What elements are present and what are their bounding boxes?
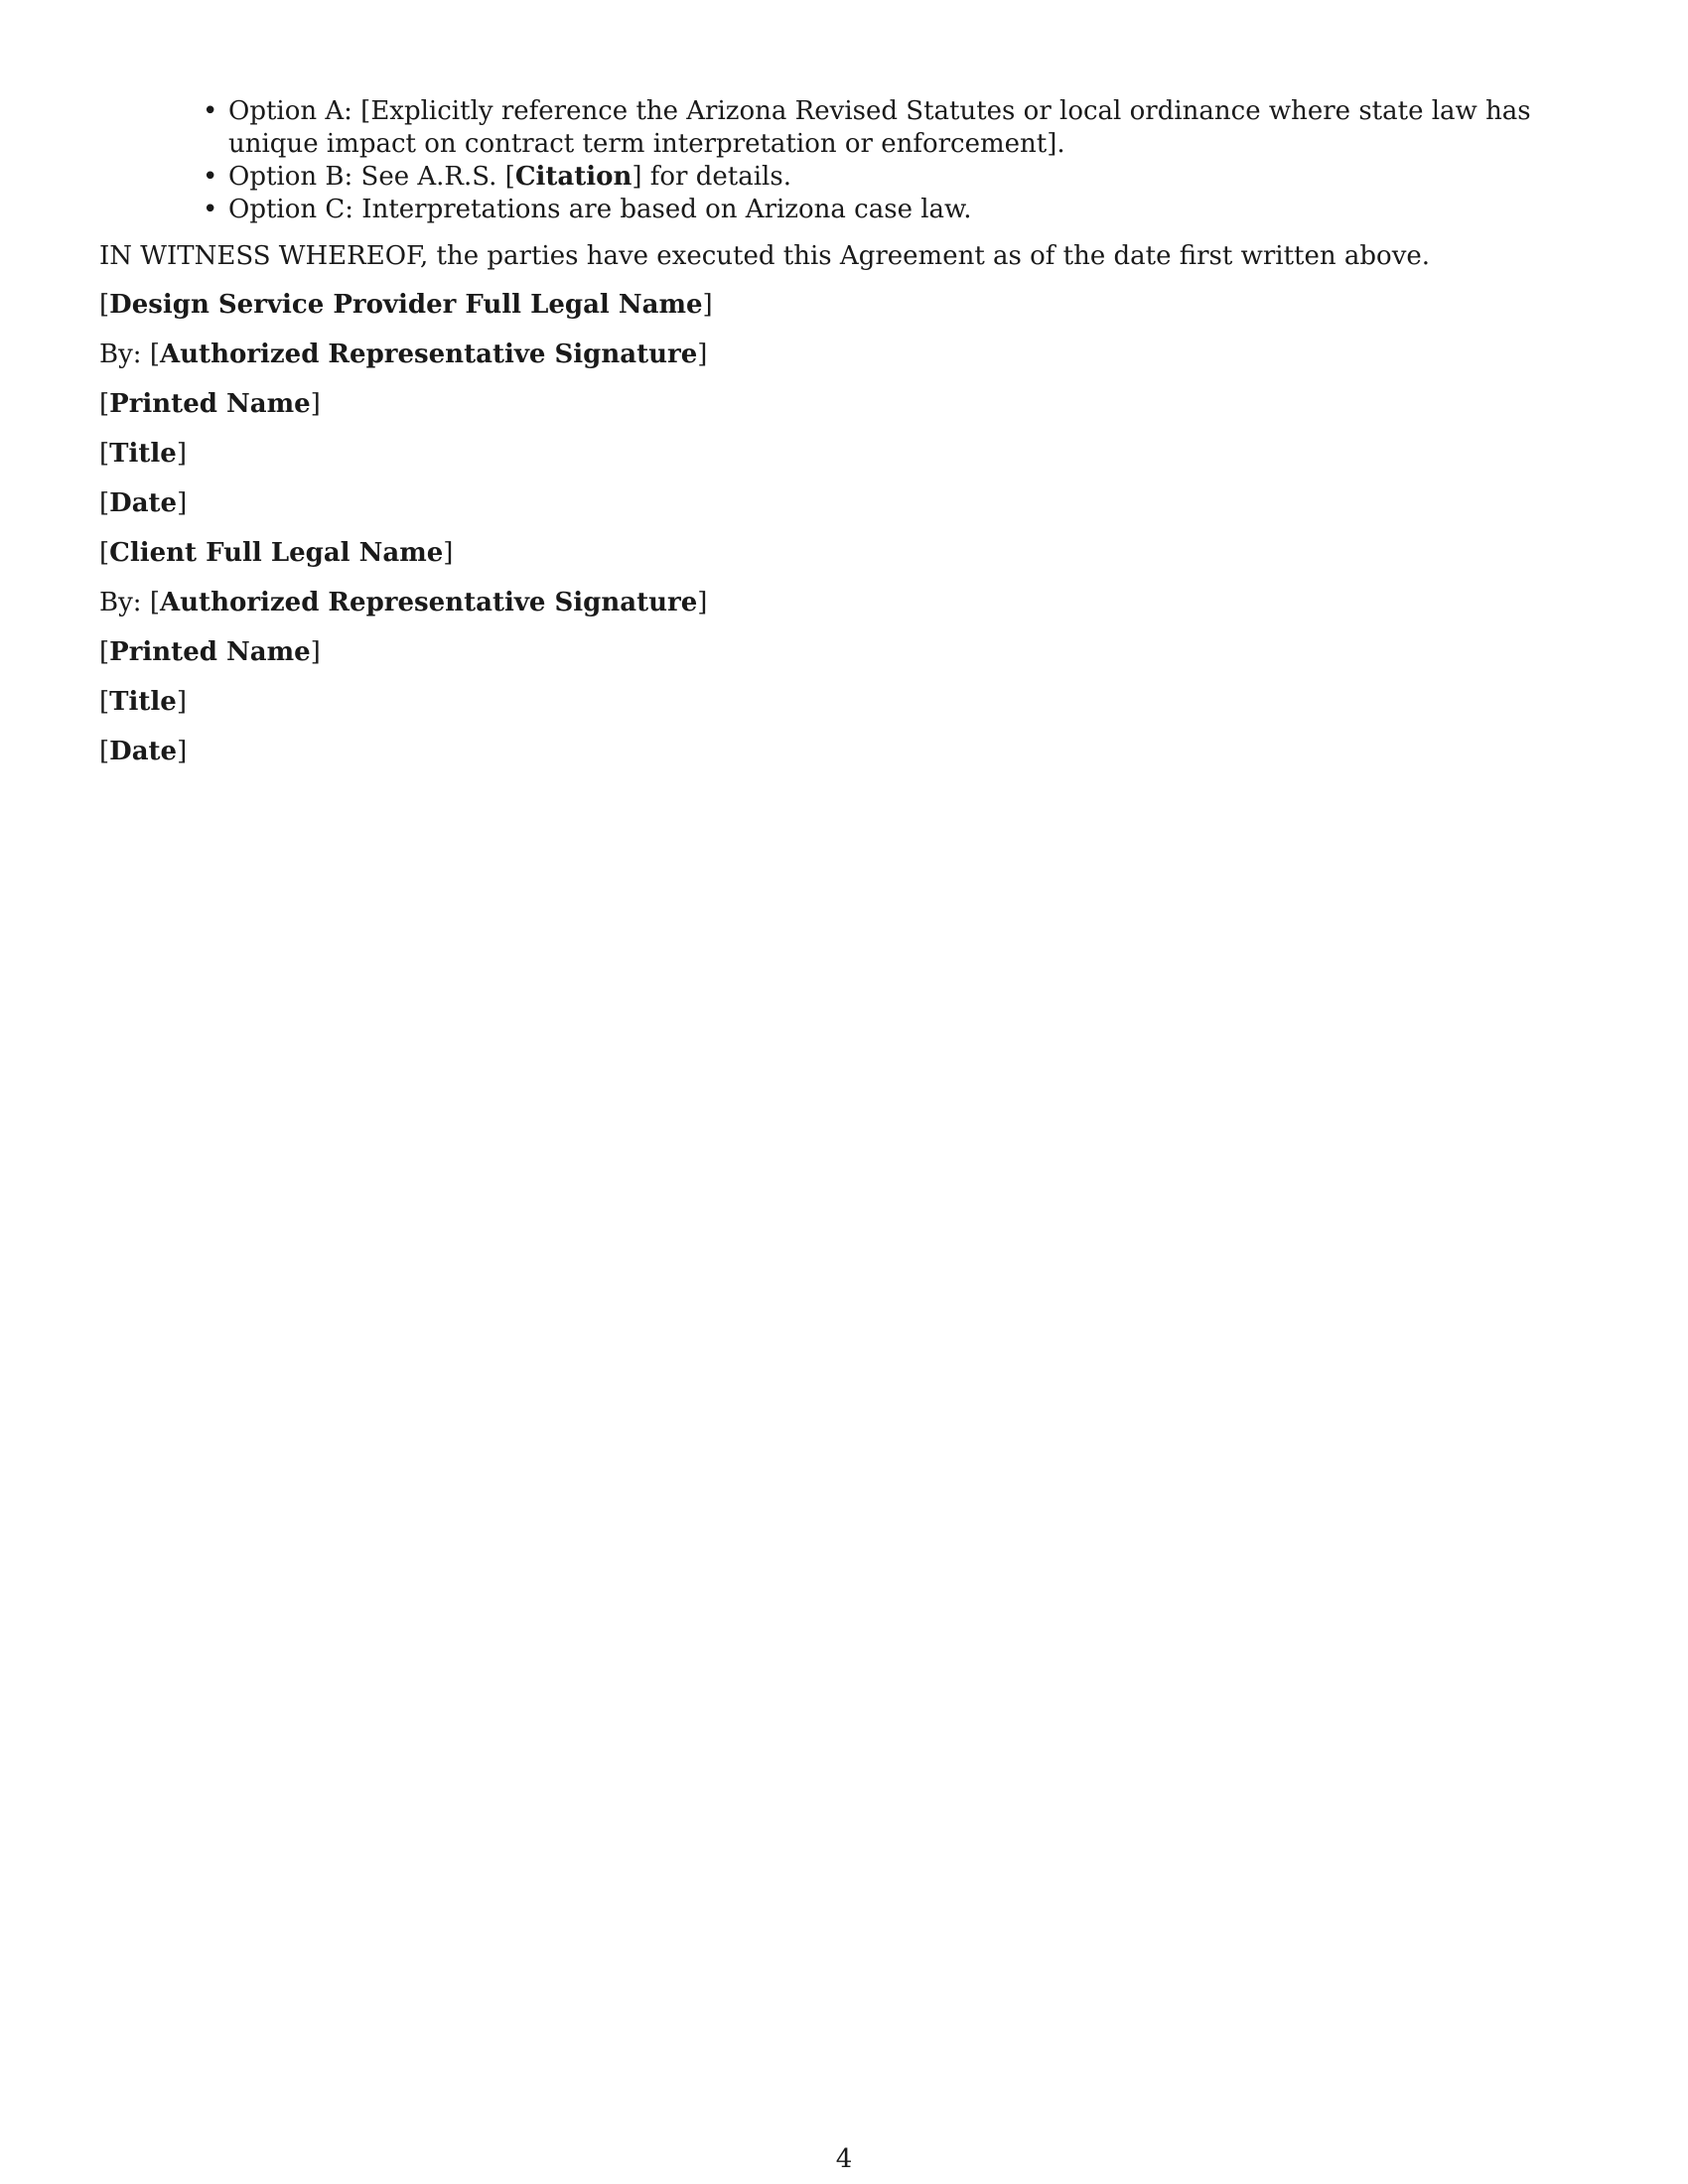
client-signature: Authorized Representative Signature bbox=[159, 588, 698, 617]
provider-signature-block bbox=[99, 289, 1589, 520]
option-b-item bbox=[203, 161, 1589, 194]
client-name: Client Full Legal Name bbox=[109, 538, 444, 568]
bullet-icon: • bbox=[203, 195, 218, 224]
provider-name: Design Service Provider Full Legal Name bbox=[109, 290, 703, 320]
document-page bbox=[99, 95, 1589, 768]
client-title-line: [Title] bbox=[99, 687, 187, 717]
option-a-text: Option A: [Explicitly reference the Arizona Revised Statutes or local ordinance where state law has unique impact on contract term interpretation or enforcement]. bbox=[228, 96, 1531, 159]
page-number: 4 bbox=[835, 2144, 853, 2174]
citation-placeholder: Citation bbox=[514, 162, 633, 192]
client-title: Title bbox=[109, 687, 177, 717]
provider-date-line: [Date] bbox=[99, 488, 188, 518]
client-signature-block bbox=[99, 537, 1589, 768]
provider-name-line: [Design Service Provider Full Legal Name] bbox=[99, 290, 713, 320]
client-signature-line: By: [Authorized Representative Signature] bbox=[99, 588, 708, 617]
provider-signature: Authorized Representative Signature bbox=[159, 340, 698, 369]
provider-signature-line: By: [Authorized Representative Signature] bbox=[99, 340, 708, 369]
option-b-text-prefix: Option B: See A.R.S. [ bbox=[228, 162, 515, 192]
option-a-item bbox=[203, 95, 1589, 161]
governing-law-options-list bbox=[99, 95, 1589, 226]
provider-date: Date bbox=[109, 488, 178, 518]
client-name-line: [Client Full Legal Name] bbox=[99, 538, 454, 568]
bullet-icon: • bbox=[203, 162, 218, 192]
provider-printed-name: Printed Name bbox=[109, 389, 311, 419]
option-c-item bbox=[203, 194, 1589, 226]
client-date: Date bbox=[109, 737, 178, 766]
client-printed-name-line: [Printed Name] bbox=[99, 637, 321, 667]
bullet-icon: • bbox=[203, 96, 218, 126]
provider-printed-name-line: [Printed Name] bbox=[99, 389, 321, 419]
client-by-label: By: bbox=[99, 588, 150, 617]
client-printed-name: Printed Name bbox=[109, 637, 311, 667]
provider-title: Title bbox=[109, 439, 177, 469]
client-date-line: [Date] bbox=[99, 737, 188, 766]
provider-title-line: [Title] bbox=[99, 439, 187, 469]
provider-by-label: By: bbox=[99, 340, 150, 369]
option-b-text-suffix: ] for details. bbox=[632, 162, 791, 192]
option-c-text: Option C: Interpretations are based on Arizona case law. bbox=[228, 195, 972, 224]
witness-clause: IN WITNESS WHEREOF, the parties have executed this Agreement as of the date first written above. bbox=[99, 241, 1431, 271]
